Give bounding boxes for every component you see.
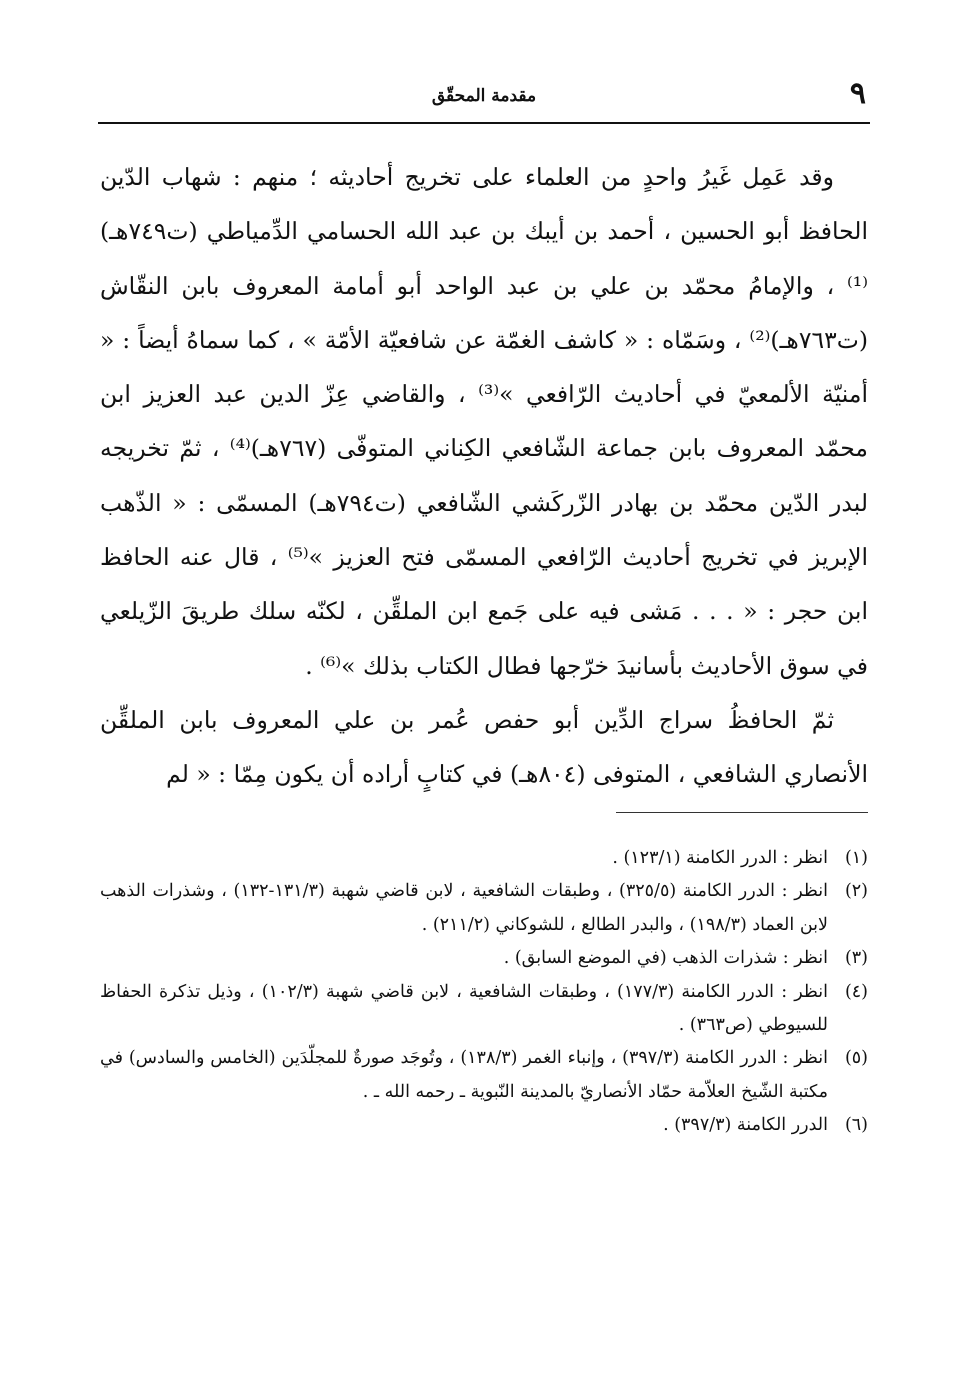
footnote [100,1042,868,1109]
footnote-text: انظر : الدرر الكامنة (٣٢٥/٥) ، وطبقات الشافعية ، لابن قاضي شهبة (١٣١/٣-١٣٢) ، وشذرات الذهب لابن العماد (١٩٨/٣) ، والبدر الطالع ، للشوكاني (٢١١/٢) . [100,881,828,935]
footnote-number: (٣) [844,948,868,969]
footnote [100,976,868,1043]
page-header [98,72,870,122]
footnotes [100,842,868,1143]
paragraph: وقد عَمِل غَيرُ واحدٍ من العلماء على تخريج أحاديثه ؛ منهم : شهاب الدّين الحافظ أبو الحسين ، أحمد بن أيبك بن عبد الله الحسامي الدِّمياطي (ت٧٤٩هـ)⁽¹⁾ ، والإمامُ محمّد بن علي بن عبد الواحد أبو أمامة المعروف بابن النقّاش (ت٧٦٣هـ)⁽²⁾ ، وسَمّاه : « كاشف الغمّة عن شافعيّة الأمّة » ، كما سماهُ أيضاً : « أمنيّة الألمعيّ في أحاديث الرّافعي »⁽³⁾ ، والقاضي عِزّ الدين عبد العزيز ابن محمّد المعروف بابن جماعة الشّافعي الكِناني المتوفّى (٧٦٧هـ)⁽⁴⁾ ، ثمّ تخريجه لبدر الدّين محمّد بن بهادر الزّركَشي الشّافعي (ت٧٩٤هـ) المسمّى : « الذّهب الإبريز في تخريج أحاديث الرّافعي المسمّى فتح العزيز »⁽⁵⁾ ، قال عنه الحافظ ابن حجر : « . . . مَشى فيه على جَمع ابن الملقِّن ، لكنّه سلك طريقَ الزّيلعي في سوق الأحاديث بأسانيدَ خرّجها فطال الكتاب بذلك »⁽⁶⁾ . [100,163,869,680]
footnote-number: (٢) [844,881,868,902]
page-number: ٩ [849,76,866,111]
paragraph: ثمّ الحافظُ سراج الدِّين أبو حفص عُمر بن علي المعروف بابن الملقِّن الأنصاري الشافعي ، المتوفى (٨٠٤هـ) في كتابٍ أراده أن يكون مِمّا : « لم [100,705,868,789]
footnote-text: انظر : الدرر الكامنة (١٧٧/٣) ، وطبقات الشافعية ، لابن قاضي شهبة (١٠٢/٣) ، وذيل تذكرة الحفاظ للسيوطي (ص٣٦٣) . [100,981,828,1036]
footnote-number: (١) [844,848,868,868]
footnote-number: (٤) [844,981,868,1002]
footnote [100,842,868,875]
footnote [100,1109,868,1142]
footnote [100,942,868,975]
running-title: مقدمة المحقّق [431,86,537,106]
footnote-text: انظر : الدرر الكامنة (٣٩٧/٣) ، وإنباء الغمر (١٣٨/٣) ، وتُوجَد صورةٌ للمجلّدَين (الخامس والسادس) في مكتبة الشّيخ العلاّمة حمّاد الأنصاريّ بالمدينة النّبوية ـ رحمه الله ـ . [100,1048,828,1102]
footnote-text: انظر : شذرات الذهب (في الموضع السابق) . [503,948,828,969]
footnote [100,875,868,942]
footnote-text: الدرر الكامنة (٣٩٧/٣) . [663,1115,828,1136]
header-divider [98,122,870,124]
footnote-number: (٥) [844,1048,868,1069]
main-text [100,150,868,802]
footnote-number: (٦) [844,1115,868,1136]
footnote-text: انظر : الدرر الكامنة (١٢٣/١) . [612,848,828,868]
footnote-divider [616,812,868,813]
